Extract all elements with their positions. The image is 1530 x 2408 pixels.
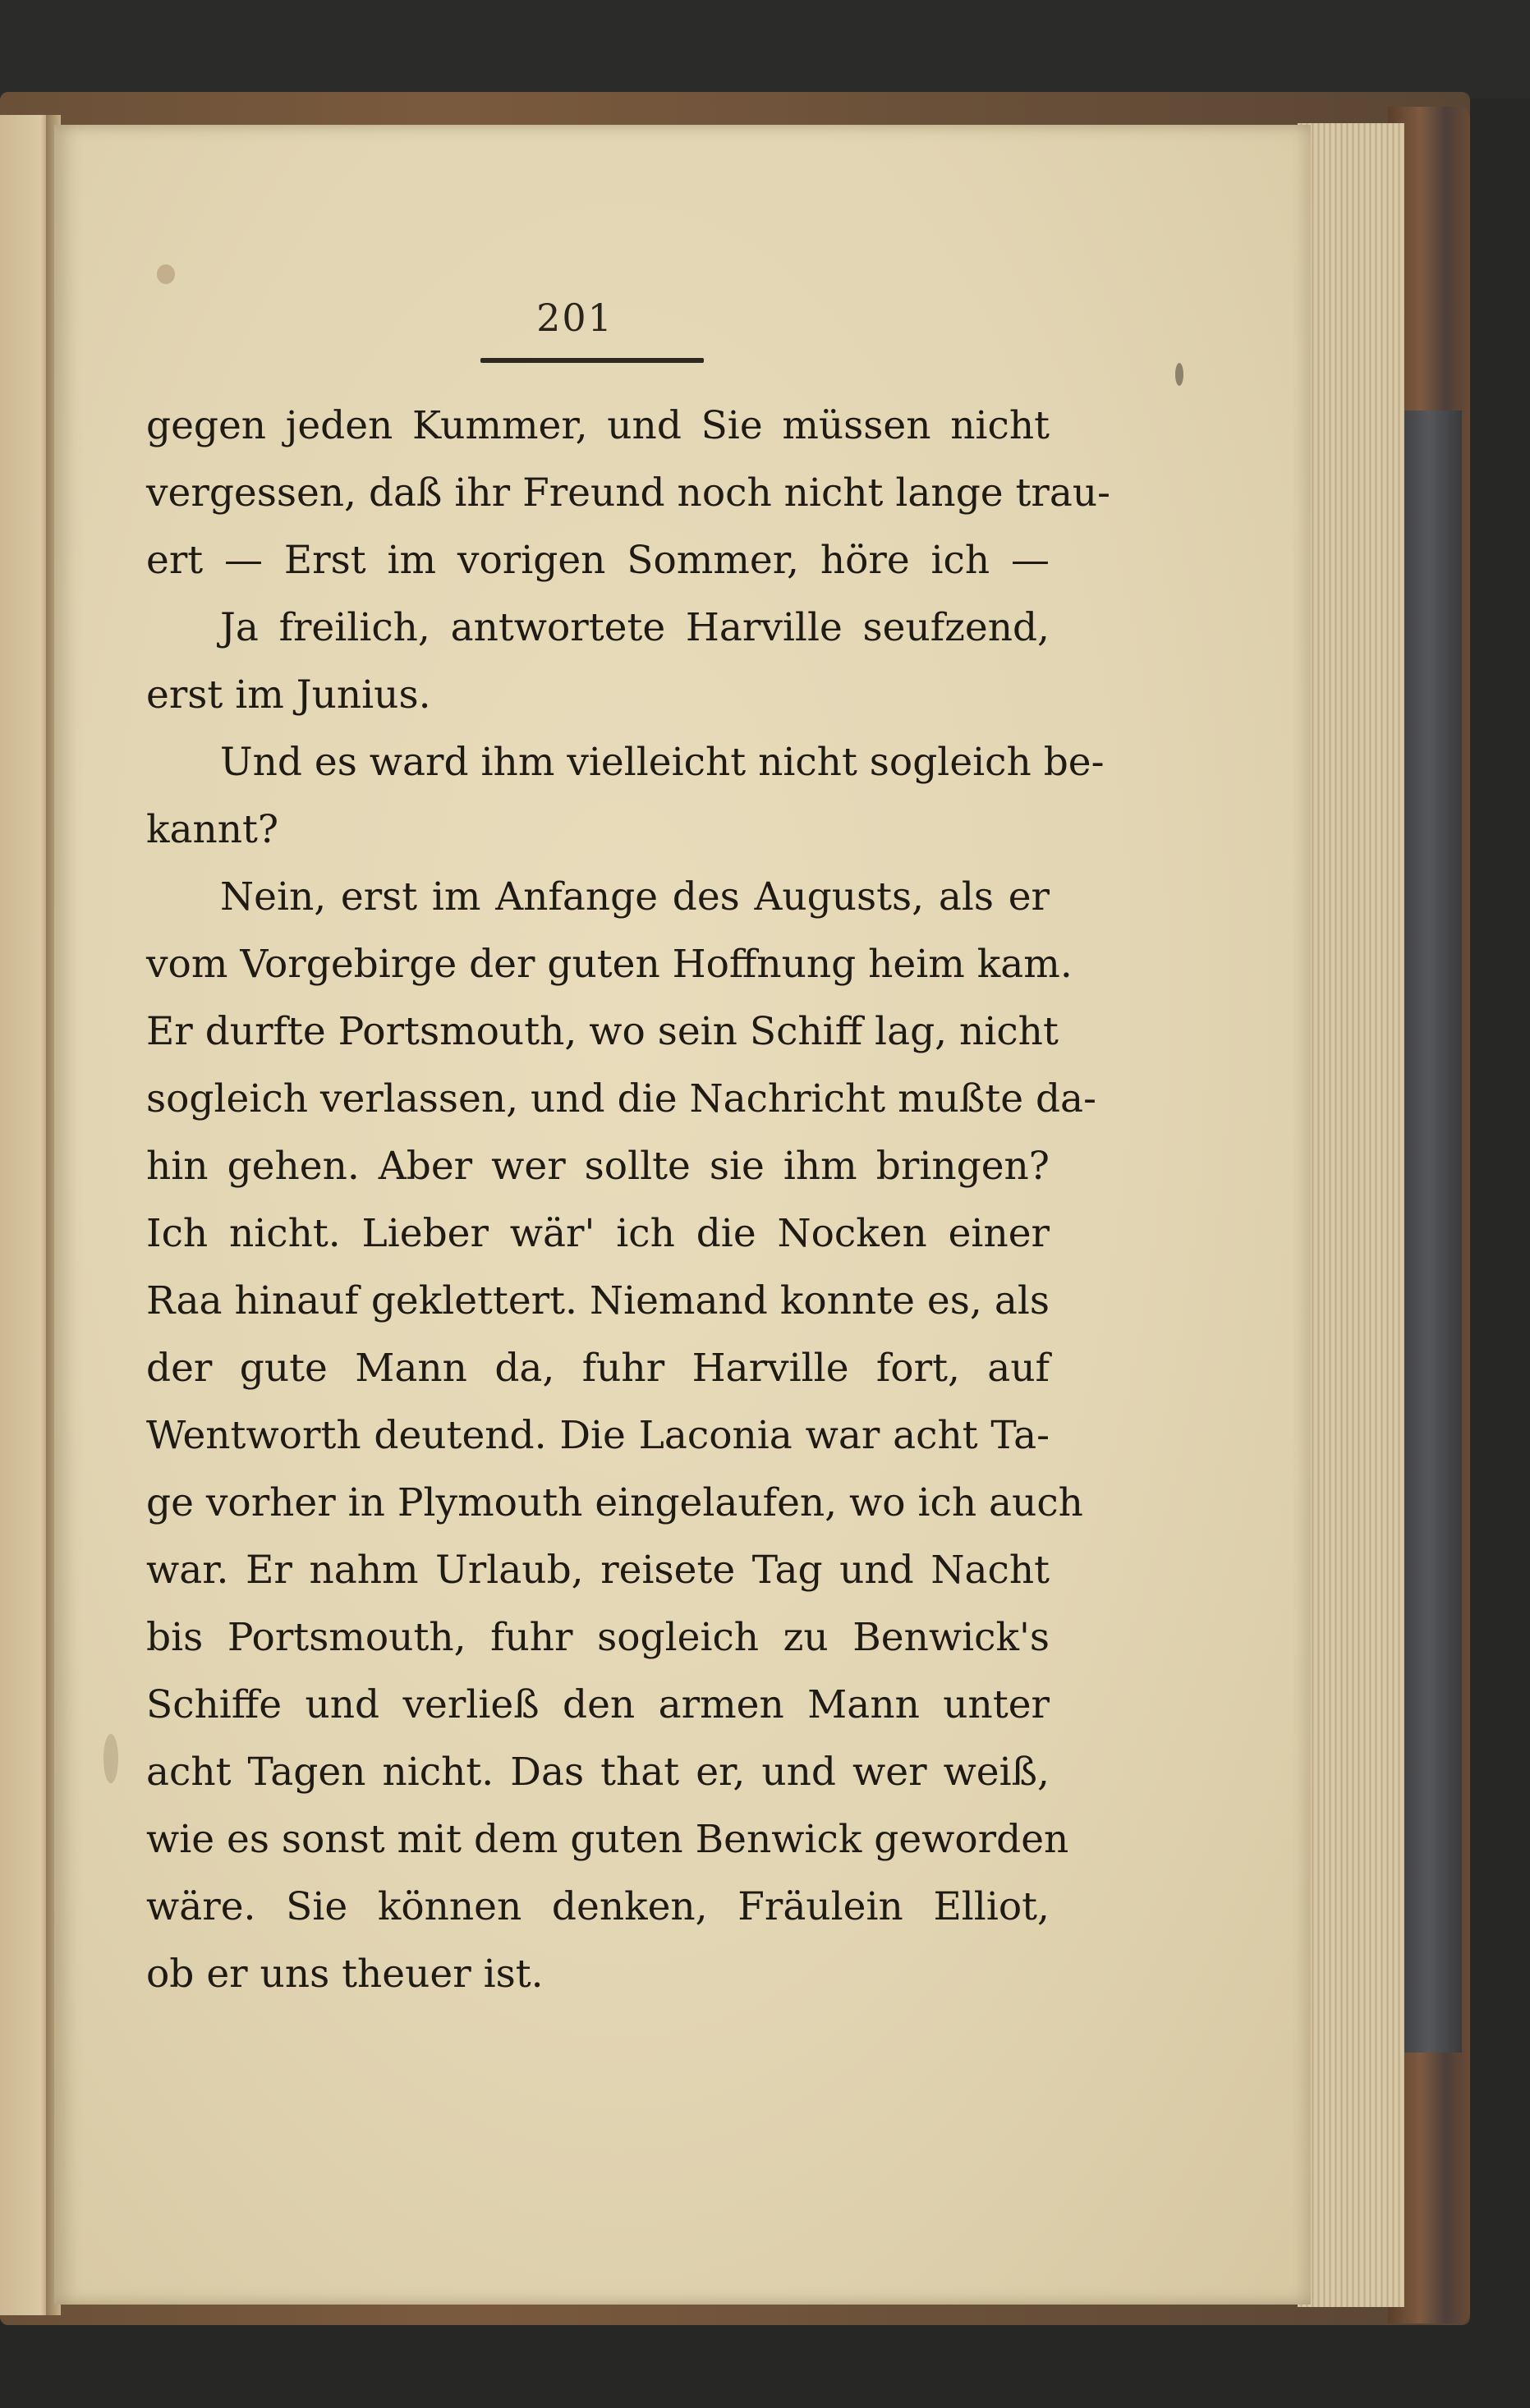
header-rule xyxy=(480,358,704,363)
paper-stain xyxy=(157,264,175,284)
text-line: sogleich verlassen, und die Nachricht mußte da- xyxy=(146,1076,1096,1121)
text-line: wie es sonst mit dem guten Benwick geworden xyxy=(146,1817,1069,1862)
background-top xyxy=(0,0,1530,99)
text-line: erst im Junius. xyxy=(146,672,431,718)
text-line: der gute Mann da, fuhr Harville fort, auf xyxy=(146,1346,1050,1391)
text-line: Wentworth deutend. Die Laconia war acht Ta- xyxy=(146,1413,1050,1458)
text-line: ge vorher in Plymouth eingelaufen, wo ich auch xyxy=(146,1480,1083,1525)
paper-stain xyxy=(103,1734,118,1783)
text-line: kannt? xyxy=(146,807,279,852)
text-line: wäre. Sie können denken, Fräulein Elliot, xyxy=(146,1884,1050,1929)
text-line: Er durfte Portsmouth, wo sein Schiff lag, nicht xyxy=(146,1009,1059,1054)
text-line: vom Vorgebirge der guten Hoffnung heim kam. xyxy=(146,942,1073,987)
paper-stain xyxy=(1175,363,1183,386)
text-line: gegen jeden Kummer, und Sie müssen nicht xyxy=(146,403,1050,448)
text-line: Raa hinauf geklettert. Niemand konnte es, als xyxy=(146,1278,1050,1323)
page-stack-edge xyxy=(1298,123,1404,2307)
text-line: ert — Erst im vorigen Sommer, höre ich — xyxy=(146,538,1050,583)
text-line: Ich nicht. Lieber wär' ich die Nocken einer xyxy=(146,1211,1050,1256)
text-line: Schiffe und verließ den armen Mann unter xyxy=(146,1682,1050,1727)
text-line: war. Er nahm Urlaub, reisete Tag und Nacht xyxy=(146,1548,1050,1593)
text-line: Und es ward ihm vielleicht nicht sogleich be- xyxy=(220,740,1105,785)
text-line: Ja freilich, antwortete Harville seufzend, xyxy=(220,605,1050,650)
text-line: acht Tagen nicht. Das that er, und wer weiß, xyxy=(146,1750,1050,1795)
facing-page-edge xyxy=(0,115,51,2315)
text-line: ob er uns theuer ist. xyxy=(146,1952,544,1997)
text-line: hin gehen. Aber wer sollte sie ihm bringen? xyxy=(146,1144,1050,1189)
body-text xyxy=(146,392,1111,2008)
text-line: vergessen, daß ihr Freund noch nicht lange trau- xyxy=(146,470,1111,516)
text-line: Nein, erst im Anfange des Augusts, als er xyxy=(220,874,1050,920)
cover-band xyxy=(1396,411,1462,2053)
text-line: bis Portsmouth, fuhr sogleich zu Benwick's xyxy=(146,1615,1050,1660)
page-number: 201 xyxy=(536,296,613,340)
